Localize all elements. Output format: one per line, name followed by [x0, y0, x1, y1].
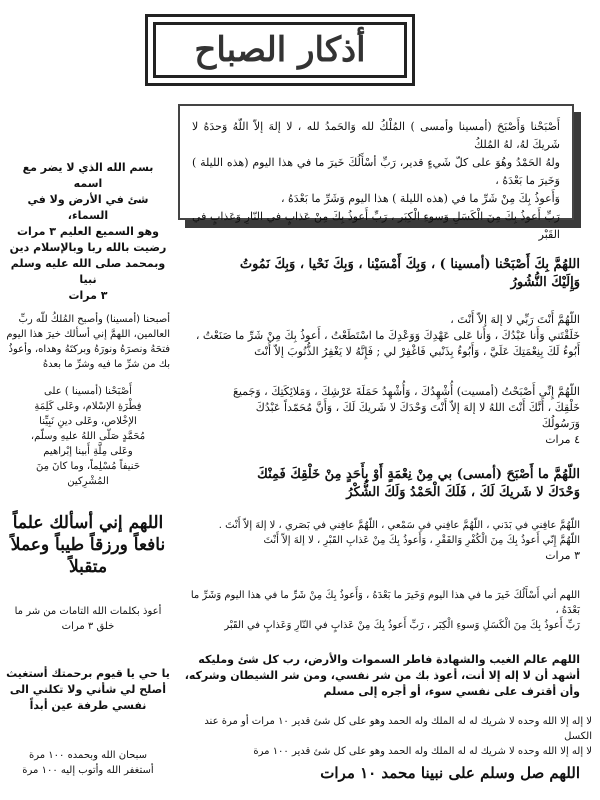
text-line: اللّهُمَّ عافِني في بَدَني ، اللّهُمَّ عافِني في سَمْعي ، اللّهُمَّ عافِني في بَصَري ، لا إلهَ إلاّ أَنْتَ .: [218, 520, 580, 531]
text-line: بك من شرِّ ما فيه وشرِّ ما بعدهُ: [42, 359, 170, 370]
framed-line: أَصْبَحْنا وَأَصْبَحَ (أمسينا وأمسى ) المُلْكُ لله وَالحَمدُ لله ، لا إلهَ إلاّ اللّهُ وَحدَهُ لا شَريكَ لهُ، لهُ المُلكُ: [192, 120, 560, 151]
bika-dhikr: [180, 256, 580, 292]
text-line: وَحْدَكَ لا شَريكَ لَكَ ، فَلَكَ الْحَمْدُ وَلَكَ الشُّكْرُ: [346, 485, 580, 500]
text-line: الإخْلاص، وعَلى دينِ نَبِيِّنا: [39, 416, 137, 427]
text-line: أَصْبَحْنا (أمسينا ) على: [44, 386, 132, 397]
text-line: العالمين، اللهمَّ إني أسألك خيرَ هذا اليوم: [6, 329, 170, 340]
title-box: [145, 14, 415, 86]
text-line: اللّهُمَّ أَنْتَ رَبِّي لا إلهَ إلاّ أَنْتَ ،: [450, 313, 580, 326]
text-line: سبحان الله وبحمده ١٠٠ مرة: [28, 750, 148, 761]
text-line: لا إله إلا الله وحده لا شريك له له الملك وله الحمد وهو على كل شئ قدير ١٠٠ مرة: [253, 746, 592, 757]
text-line: حَنيفاً مُسْلِماً، وما كانَ مِنَ: [35, 461, 141, 472]
text-line: وَرَسُولُكَ: [541, 417, 580, 430]
text-line: وأن أقترف على نفسي سوء، أو أجره إلى مسلم: [323, 685, 580, 698]
kalimat-dhikr: [8, 604, 168, 634]
text-line: نفسي طرفة عين أبداً: [29, 699, 147, 712]
text-line: أصلح لي شأني ولا تكلني الى: [9, 683, 167, 696]
text-line: وَإِلَيْكَ النُّشُورُ: [510, 275, 580, 290]
text-line: وهو السميع العليم ٣ مرات: [16, 225, 160, 238]
tahlil-dhikr: [176, 714, 592, 759]
text-line: اللهم عالم الغيب والشهادة فاطر السموات والأرض، رب كل شئ ومليكه: [198, 653, 580, 666]
text-line: نافعاً ورزقاً طيباً وعملاً: [10, 535, 166, 555]
text-line: خلق ٣ مرات: [61, 621, 115, 632]
afini-dhikr: [180, 518, 580, 563]
salat-dhikr: اللهم صل وسلم على نبينا محمد ١٠ مرات: [320, 764, 580, 782]
text-line: أشهد أن لا إله إلا أنت، أعوذ بك من شر نفسي، ومن شر الشيطان وشركه،: [184, 669, 580, 682]
text-line: أعوذ بكلمات الله التامات من شر ما: [14, 606, 162, 617]
alim-dhikr: [180, 652, 580, 700]
text-line: وبمحمد صلى الله عليه وسلم نبيا: [10, 257, 166, 286]
subhan-dhikr: [8, 748, 168, 778]
text-line: لا إله إلا الله وحده لا شريك له له الملك وله الحمد وهو على كل شئ قدير ١٠ مرات أو مرة عند الكسل: [204, 716, 592, 742]
text-line: أستغفر الله وأتوب إليه ١٠٠ مرة: [22, 765, 154, 776]
text-line: المُشْرِكين: [67, 476, 109, 487]
ilm-dhikr: [4, 512, 172, 578]
framed-dhikr-text: [192, 118, 560, 244]
text-line: رضيت بالله ربا وبالإسلام دين: [9, 241, 167, 254]
text-line: مُحَمَّدٍ صَلّى اللهُ عليهِ وسلّم،: [30, 431, 146, 442]
text-line: يا حي يا قيوم برحمتك أستغيث: [6, 667, 170, 680]
text-line: اللهم إني أسألك علماً: [12, 513, 164, 533]
text-line: وعَلى مِلَّةِ أَبينا إبْراهيم: [43, 446, 133, 457]
framed-line: وَأَعوذُ بِكَ مِنْ شَرِّ ما في (هذه الليلة ) هذا اليوم وَشَرِّ ما بَعْدَهُ ،: [281, 192, 560, 205]
text-line: بسم الله الذي لا يضر مع اسمه: [22, 161, 154, 190]
hayy-dhikr: [6, 666, 170, 714]
framed-line: رَبِّ أَعوذُ بِكَ مِنَ الْكَسَلِ وَسوءِ الْكِبَر ، رَبِّ أَعوذُ بِكَ مِنْ عَذابٍ في النّارِ وَعَذابٍ في القَبْر: [192, 210, 560, 241]
repeat-count: ٣ مرات: [68, 289, 108, 302]
khayr-dhikr: [180, 588, 580, 633]
repeat-count: ٣ مرات: [545, 549, 580, 562]
text-line: أصبحنا (أمسينا) وأصبح المُلكُ للّه ربِّ: [18, 314, 170, 325]
text-line: شئ في الأرض ولا في السماء،: [27, 193, 149, 222]
ushhiduk-dhikr: [180, 384, 580, 447]
sayyid-istighfar: [180, 312, 580, 360]
text-line: اللّهُمَّ ما أَصْبَحَ (أمسى) بي مِنْ نِعْمَةٍ أَوْ بِأَحَدٍ مِنْ خَلْقِكَ فَمِنْكَ: [257, 467, 580, 482]
text-line: خَلْقِكَ ، أَنَّكَ أَنْتَ اللهُ لا إلهَ إلاّ أَنْتَ وَحْدَكَ لا شَريكَ لَكَ ، وَأَنَّ مُحَمّداً عَبْدُكَ: [255, 401, 580, 414]
text-line: رَبِّ أَعوذُ بِكَ مِنَ الْكَسَلِ وَسوءِ الْكِبَر ، رَبِّ أَعوذُ بِكَ مِنْ عَذابٍ في النّارِ وَعَذابٍ في القَبْر: [224, 620, 580, 631]
text-line: اللّهُمَّ إِنّي أَعوذُ بِكَ مِنَ الْكُفْرِ وَالفَقْرِ ، وَأَعوذُ بِكَ مِنْ عَذابِ القَبْرِ ، لا إلهَ إلاّ أَنْتَ: [263, 535, 580, 546]
text-line: اللّهُمَّ إِنِّي أَصْبَحْتُ (أمسيت) أُشْهِدُكَ ، وَأُشْهِدُ حَمَلَةَ عَرْشِكَ ، وَمَلائِكَتِكَ ، وَجَميعَ: [233, 385, 580, 398]
asbahna-rabb-dhikr: [6, 312, 170, 372]
text-line: فتحَهُ ونصرَهُ ونورَهُ وبركتَهُ وهداه، وأعوذُ: [8, 344, 170, 355]
radeetu-dhikr: [8, 240, 168, 303]
text-line: خَلَقْتَني وَأَنا عَبْدُكَ ، وَأَنا عَلى عَهْدِكَ وَوَعْدِكَ ما اسْتَطَعْتُ ، أَعوذُ بِكَ مِنْ شَرِّ ما صَنَعْتُ ،: [195, 329, 580, 342]
nima-dhikr: [180, 466, 580, 502]
bismillah-dhikr: [8, 160, 168, 240]
framed-line: ولهُ الحَمْدُ وهُوَ على كلّ شَيءٍ قدير، رَبِّ أسْأَلُكَ خَيرَ ما في هذا اليوم (هذه الليلة ) وَخَيرَ ما بَعْدَهُ ،: [192, 156, 560, 187]
repeat-count: ٤ مرات: [545, 433, 580, 446]
text-line: متقبلاً: [68, 557, 108, 577]
fitra-dhikr: [10, 384, 166, 489]
text-line: اللهم أني أَسْأَلُكَ خَيرَ ما في هذا اليوم وَخَيرَ ما بَعْدَهُ ، وَأَعوذُ بِكَ مِنْ شَرِّ ما في هذا اليوم وَشَرِّ ما بَعْدَهُ ،: [190, 590, 580, 616]
text-line: أَبُوءُ لَكَ بِنِعْمَتِكَ عَلَيَّ ، وَأَبُوءُ بِذَنْبي فَاغْفِرْ لي ; فَإِنَّهُ لا يَغْفِرُ الذُّنُوبَ إلاّ أَنْتَ: [254, 345, 580, 358]
framed-dhikr-box: [178, 104, 574, 241]
page-title: أذكار الصباح: [194, 30, 366, 70]
text-line: فِطْرَةِ الإسْلام، وعَلى كَلِمَةِ: [34, 401, 142, 412]
text-line: اللهُمَّ بِكَ أَصْبَحْنا (أمسينا ) ، وَبِكَ أَمْسَيْنا ، وَبِكَ نَحْيا ، وَبِكَ نَمُوتُ: [239, 257, 580, 272]
